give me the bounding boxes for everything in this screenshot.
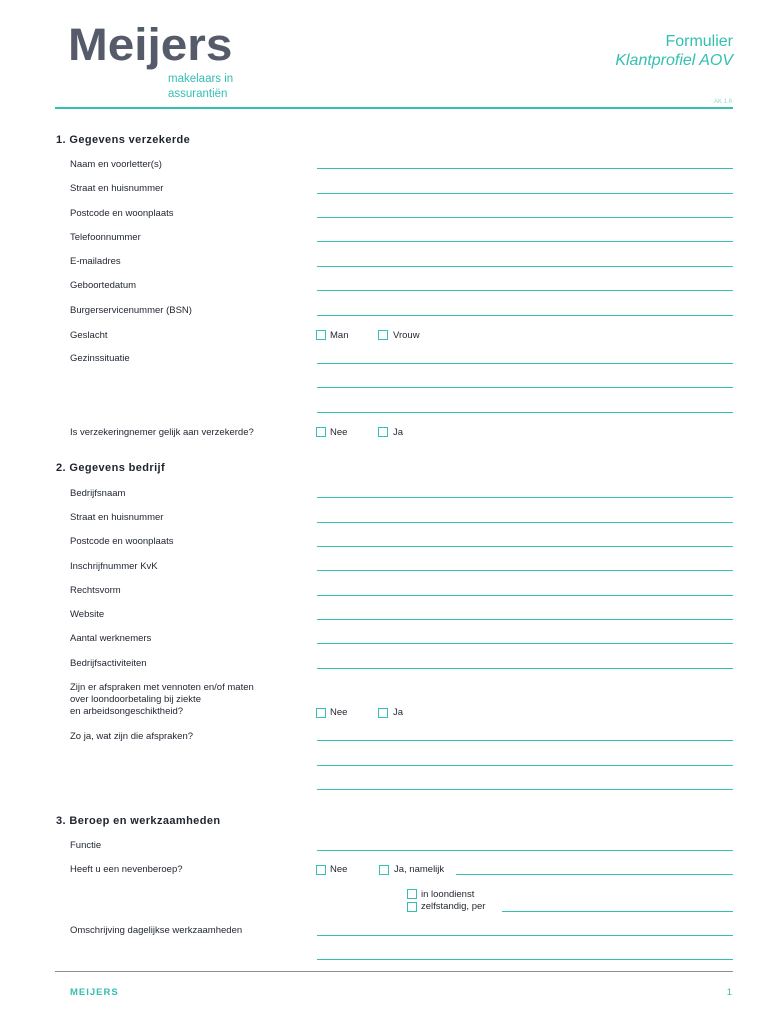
input-line-zo-ja-1[interactable] xyxy=(317,740,733,741)
page-number: 1 xyxy=(726,987,732,998)
input-line-bedrijfsactiviteiten[interactable] xyxy=(317,668,733,669)
footer-brand: MEIJERS xyxy=(70,987,119,998)
input-line-zelfstandig[interactable] xyxy=(502,911,733,912)
input-line-werknemers[interactable] xyxy=(317,643,733,644)
checkbox-label-man: Man xyxy=(330,330,349,341)
label-naam: Naam en voorletter(s) xyxy=(70,159,162,170)
label-nevenberoep: Heeft u een nevenberoep? xyxy=(70,864,183,875)
checkbox-label-nevenberoep-ja: Ja, namelijk xyxy=(394,864,445,875)
label-rechtsvorm: Rechtsvorm xyxy=(70,585,121,596)
label-kvk: Inschrijfnummer KvK xyxy=(70,561,158,572)
input-line-geboortedatum[interactable] xyxy=(317,290,733,291)
label-bedrijfsnaam: Bedrijfsnaam xyxy=(70,488,126,499)
label-postcode: Postcode en woonplaats xyxy=(70,208,174,219)
input-line-omschrijving-2[interactable] xyxy=(317,959,733,960)
input-line-omschrijving-1[interactable] xyxy=(317,935,733,936)
checkbox-label-afspraken-nee: Nee xyxy=(330,707,348,718)
label-bedrijf-postcode: Postcode en woonplaats xyxy=(70,536,174,547)
header-divider xyxy=(55,107,733,109)
input-line-naam[interactable] xyxy=(317,168,733,169)
checkbox-loondienst[interactable] xyxy=(407,889,417,899)
checkbox-afspraken-ja[interactable] xyxy=(378,708,388,718)
input-line-telefoon[interactable] xyxy=(317,241,733,242)
logo-tagline-line-2: assurantiën xyxy=(168,88,228,100)
checkbox-afspraken-nee[interactable] xyxy=(316,708,326,718)
checkbox-label-zelfstandig: zelfstandig, per xyxy=(421,901,486,912)
input-line-zo-ja-3[interactable] xyxy=(317,789,733,790)
label-afspraken-vraag xyxy=(70,682,254,718)
label-gezinssituatie: Gezinssituatie xyxy=(70,353,130,364)
checkbox-label-afspraken-ja: Ja xyxy=(393,707,404,718)
label-geboortedatum: Geboortedatum xyxy=(70,280,137,291)
input-line-email[interactable] xyxy=(317,266,733,267)
form-type-label: Formulier xyxy=(665,33,733,50)
label-afspraken-line-3: en arbeidsongeschiktheid? xyxy=(70,706,184,717)
label-werknemers: Aantal werknemers xyxy=(70,633,152,644)
label-geslacht: Geslacht xyxy=(70,330,108,341)
input-line-straat[interactable] xyxy=(317,193,733,194)
checkbox-vrouw[interactable] xyxy=(378,330,388,340)
input-line-postcode[interactable] xyxy=(317,217,733,218)
input-line-functie[interactable] xyxy=(317,850,733,851)
input-line-gezinssituatie-1[interactable] xyxy=(317,363,733,364)
input-line-rechtsvorm[interactable] xyxy=(317,595,733,596)
checkbox-man[interactable] xyxy=(316,330,326,340)
input-line-website[interactable] xyxy=(317,619,733,620)
document-code: AK 1.6 xyxy=(713,99,732,105)
checkbox-nevenberoep-ja[interactable] xyxy=(379,865,389,875)
label-telefoon: Telefoonnummer xyxy=(70,232,141,243)
label-functie: Functie xyxy=(70,840,102,851)
checkbox-label-gelijk-ja: Ja xyxy=(393,427,404,438)
label-afspraken-line-2: over loondoorbetaling bij ziekte xyxy=(70,694,201,705)
footer-divider xyxy=(55,971,733,972)
label-bedrijf-straat: Straat en huisnummer xyxy=(70,512,164,523)
input-line-kvk[interactable] xyxy=(317,570,733,571)
company-logo: Meijers xyxy=(68,19,233,70)
form-title: Klantprofiel AOV xyxy=(615,52,733,69)
checkbox-nevenberoep-nee[interactable] xyxy=(316,865,326,875)
label-zo-ja: Zo ja, wat zijn die afspraken? xyxy=(70,731,194,742)
logo-tagline xyxy=(168,72,233,102)
checkbox-gelijk-ja[interactable] xyxy=(378,427,388,437)
input-line-bedrijfsnaam[interactable] xyxy=(317,497,733,498)
input-line-bedrijf-straat[interactable] xyxy=(317,522,733,523)
label-email: E-mailadres xyxy=(70,256,121,267)
checkbox-label-nevenberoep-nee: Nee xyxy=(330,864,348,875)
label-website: Website xyxy=(70,609,105,620)
label-omschrijving: Omschrijving dagelijkse werkzaamheden xyxy=(70,925,243,936)
checkbox-label-loondienst: in loondienst xyxy=(421,889,475,900)
label-bedrijfsactiviteiten: Bedrijfsactiviteiten xyxy=(70,658,147,669)
input-line-bsn[interactable] xyxy=(317,315,733,316)
input-line-zo-ja-2[interactable] xyxy=(317,765,733,766)
input-line-nevenberoep[interactable] xyxy=(456,874,733,875)
checkbox-label-vrouw: Vrouw xyxy=(393,330,420,341)
checkbox-gelijk-nee[interactable] xyxy=(316,427,326,437)
input-line-gezinssituatie-2[interactable] xyxy=(317,387,733,388)
input-line-bedrijf-postcode[interactable] xyxy=(317,546,733,547)
input-line-gezinssituatie-3[interactable] xyxy=(317,412,733,413)
checkbox-label-gelijk-nee: Nee xyxy=(330,427,348,438)
section-heading-beroep: 3. Beroep en werkzaamheden xyxy=(56,815,221,827)
label-straat: Straat en huisnummer xyxy=(70,183,164,194)
logo-tagline-line-1: makelaars in xyxy=(168,73,234,85)
label-verzekeringnemer-gelijk: Is verzekeringnemer gelijk aan verzekerde? xyxy=(70,427,254,438)
section-heading-verzekerde: 1. Gegevens verzekerde xyxy=(56,134,191,146)
section-heading-bedrijf: 2. Gegevens bedrijf xyxy=(56,462,166,474)
label-afspraken-line-1: Zijn er afspraken met vennoten en/of maten xyxy=(70,682,254,693)
checkbox-zelfstandig[interactable] xyxy=(407,902,417,912)
label-bsn: Burgerservicenummer (BSN) xyxy=(70,305,192,316)
